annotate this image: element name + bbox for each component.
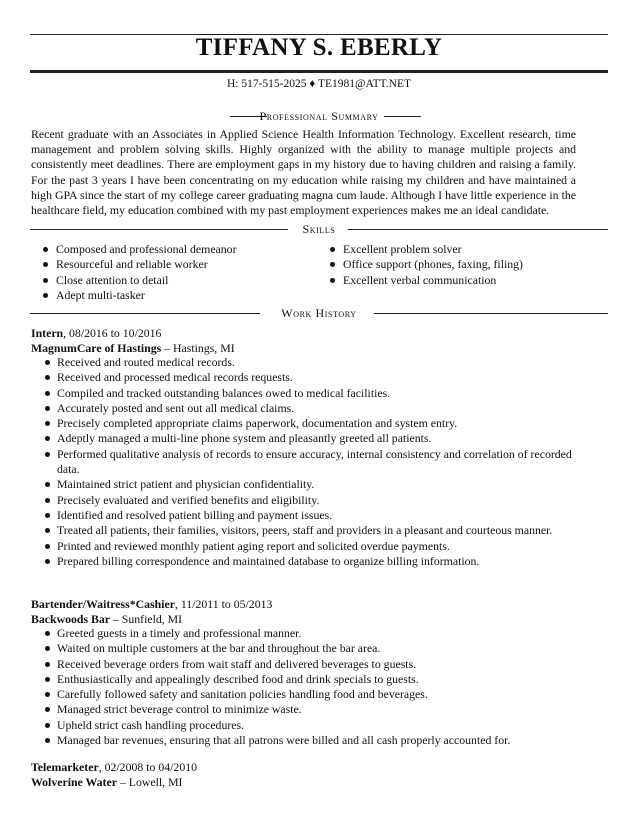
company-name: Backwoods Bar	[31, 611, 110, 626]
duty-item: Compiled and tracked outstanding balances owed to medical facilities.	[42, 386, 591, 401]
duty-item: Received and routed medical records.	[42, 355, 591, 370]
skill-item: Office support (phones, faxing, filing)	[327, 257, 523, 272]
job-entry	[31, 326, 591, 569]
skill-item: Close attention to detail	[40, 273, 237, 288]
name-rule	[30, 70, 608, 73]
summary-heading: Professional Summary	[259, 109, 379, 123]
job-title-line	[31, 326, 591, 341]
duty-item: Waited on multiple customers at the bar and throughout the bar area.	[42, 641, 591, 656]
diamond-separator: ♦	[309, 78, 316, 90]
job-duties	[31, 626, 591, 748]
skills-section-header	[30, 222, 608, 236]
duty-item: Accurately posted and sent out all medical claims.	[42, 401, 591, 416]
job-title: Telemarketer	[31, 760, 99, 774]
duty-item: Enthusiastically and appealingly described food and drink specials to guests.	[42, 672, 591, 687]
job-entry	[31, 760, 591, 789]
duty-item: Maintained strict patient and physician confidentiality.	[42, 477, 591, 492]
duty-item: Performed qualitative analysis of records to ensure accuracy, internal consistency and correlation of recorded data.	[42, 447, 591, 478]
phone-number: H: 517-515-2025	[226, 78, 307, 90]
summary-text: Recent graduate with an Associates in Applied Science Health Information Technology. Excellent research, time management and problem solving skills. Highly organized with the ability to manage multiple projects and consistently meet deadlines. There are employment gaps in my history due to having children and raising a family. For the past 3 years I have been concentrating on my education while raising my children and have maintained a high GPA since the start of my college career graduating magna cum laude. Although I have little experience in the healthcare field, my education combined with my past employment experiences makes me an ideal candidate.	[31, 127, 576, 218]
email-address: TE1981@ATT.NET	[317, 78, 412, 90]
duty-item: Printed and reviewed monthly patient aging report and solicited overdue payments.	[42, 539, 591, 554]
divider	[374, 313, 608, 314]
duty-item: Managed bar revenues, ensuring that all patrons were billed and all cash properly accounted for.	[42, 733, 591, 748]
company-line	[31, 775, 591, 790]
company-line	[31, 612, 591, 627]
duty-item: Carefully followed safety and sanitation policies handling food and beverages.	[42, 687, 591, 702]
candidate-name: TIFFANY S. EBERLY	[195, 34, 443, 61]
job-duties	[31, 355, 591, 569]
job-title: Bartender/Waitress*Cashier	[31, 597, 175, 611]
work-heading: Work History	[281, 306, 357, 320]
duty-item: Precisely completed appropriate claims paperwork, documentation and system entry.	[42, 416, 591, 431]
company-location: – Lowell, MI	[116, 774, 183, 789]
duty-item: Managed strict beverage control to minimize waste.	[42, 702, 591, 717]
job-title-line	[31, 760, 591, 775]
duty-item: Received and processed medical records requests.	[42, 370, 591, 385]
skill-item: Excellent verbal communication	[327, 273, 523, 288]
skill-item: Adept multi-tasker	[40, 288, 237, 303]
duty-item: Greeted guests in a timely and professional manner.	[42, 626, 591, 641]
duty-item: Identified and resolved patient billing and payment issues.	[42, 508, 591, 523]
company-location: – Hastings, MI	[161, 340, 235, 355]
summary-section-header	[30, 109, 608, 123]
job-dates: , 02/2008 to 04/2010	[98, 760, 198, 774]
company-name: MagnumCare of Hastings	[31, 340, 162, 355]
skill-item: Composed and professional demeanor	[40, 242, 237, 257]
job-title-line	[31, 597, 591, 612]
skill-item: Excellent problem solver	[327, 242, 523, 257]
duty-item: Treated all patients, their families, visitors, peers, staff and providers in a pleasant and courteous manner.	[42, 523, 591, 538]
job-dates: , 08/2016 to 10/2016	[63, 326, 162, 340]
skills-left-column	[40, 242, 237, 303]
company-name: Wolverine Water	[31, 774, 117, 789]
skill-item: Resourceful and reliable worker	[40, 257, 237, 272]
duty-item: Received beverage orders from wait staff and delivered beverages to guests.	[42, 657, 591, 672]
duty-item: Precisely evaluated and verified benefits and eligibility.	[42, 493, 591, 508]
job-title: Intern	[31, 326, 64, 340]
company-location: – Sunfield, MI	[109, 611, 183, 626]
contact-line	[0, 78, 638, 90]
skills-heading: Skills	[302, 222, 336, 236]
job-entry	[31, 597, 591, 748]
divider	[384, 116, 421, 117]
skills-right-column	[327, 242, 523, 288]
job-dates: , 11/2011 to 05/2013	[174, 597, 273, 611]
duty-item: Adeptly managed a multi-line phone system and pleasantly greeted all patients.	[42, 431, 591, 446]
work-section-header	[30, 306, 608, 320]
divider	[348, 229, 608, 230]
duty-item: Prepared billing correspondence and maintained database to organize billing information.	[42, 554, 591, 569]
company-line	[31, 341, 591, 356]
duty-item: Upheld strict cash handling procedures.	[42, 718, 591, 733]
